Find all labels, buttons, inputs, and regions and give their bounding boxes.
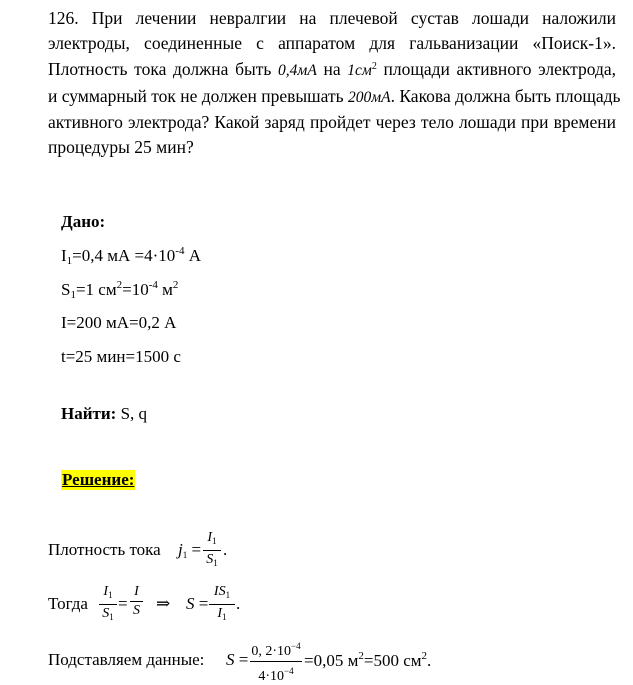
given-s1-eq: =10 — [122, 280, 149, 299]
density-fraction: $I_1$ $S_1$ — [203, 530, 221, 571]
area-fraction: $IS_1$ $I_1$ — [209, 584, 235, 625]
problem-statement — [48, 6, 621, 159]
density-lhs: j1 = — [178, 540, 202, 560]
given-s1-exp2: -4 — [148, 279, 158, 291]
current-density-value: 0,4мА — [278, 62, 317, 79]
given-i: I=200 мА=0,2 А — [61, 313, 177, 332]
given-s1-value: =1 см — [75, 280, 117, 299]
problem-line-3-text-c: площади активного электрода, — [376, 59, 617, 79]
given-i1-sub: 1 — [66, 255, 73, 267]
given-i1-value: =0,4 мА =4·10 — [72, 246, 176, 265]
given-heading: Дано: — [61, 212, 106, 231]
problem-line-4 — [48, 84, 621, 111]
given-s1-symbol: S — [61, 280, 71, 299]
result-cm: =500 см — [363, 651, 422, 670]
area-unit-sup: 2 — [371, 61, 377, 72]
max-current-value: 200мА — [347, 88, 391, 106]
density-period: . — [223, 540, 228, 559]
problem-line-3-text-b: на — [316, 59, 348, 79]
substitute-result — [304, 650, 431, 671]
given-i1-unit: А — [184, 246, 201, 265]
given-i1-exp: -4 — [175, 245, 185, 257]
problem-line-4-text-b: . Какова должна быть площадь — [390, 85, 621, 106]
given-s1-exp1: 2 — [116, 279, 123, 291]
given-s1 — [61, 279, 178, 301]
substitute-lhs: S = — [226, 650, 249, 669]
area-lhs: S = — [186, 594, 209, 613]
problem-line-3-text-a: Плотность тока должна быть — [48, 59, 279, 79]
area-period: . — [236, 594, 241, 613]
solution-heading-text: Решение: — [62, 470, 135, 489]
area-unit-value: 1см — [347, 62, 372, 79]
given-s1-unit: м — [157, 280, 173, 299]
substitute-label: Подставляем данные: — [48, 650, 205, 669]
substitute-fraction: 0, $2\cdot 10^{-4}$ $4\cdot 10^{-4}$ — [251, 641, 301, 684]
find-heading: Найти: — [61, 404, 117, 423]
find-value: S, q — [120, 404, 148, 423]
implies-icon: ⇒ — [156, 594, 171, 613]
then-fraction-right: I S — [130, 584, 143, 619]
given-i1-symbol: I — [61, 246, 67, 265]
result-value: =0,05 м — [304, 651, 359, 670]
density-label: Плотность тока — [48, 540, 161, 559]
then-fraction-left: $I_1$ $S_1$ — [99, 584, 117, 625]
given-s1-sub: 1 — [70, 289, 76, 301]
solution-heading — [61, 470, 135, 490]
given-t: t=25 мин=1500 с — [61, 347, 181, 366]
problem-line-2: электроды, соединенные с аппаратом для гальванизации «Поиск-1». — [48, 32, 616, 53]
problem-line-1: 126. При лечении невралгии на плечевой сустав лошади наложили — [48, 8, 616, 28]
given-s1-exp3: 2 — [172, 279, 179, 291]
then-equals: = — [118, 594, 128, 613]
result-exp2: 2 — [421, 650, 427, 662]
result-period: . — [427, 651, 432, 670]
find-line — [61, 404, 147, 424]
problem-line-5: активного электрода? Какой заряд пройдет через тело лошади при времени — [48, 112, 616, 132]
result-exp1: 2 — [358, 650, 364, 662]
problem-line-6: процедуры 25 мин? — [48, 136, 194, 157]
problem-line-4-text-a: и суммарный ток не должен превышать — [48, 85, 348, 106]
then-label: Тогда — [48, 594, 88, 613]
problem-line-3 — [48, 55, 616, 84]
given-i1 — [61, 245, 201, 267]
